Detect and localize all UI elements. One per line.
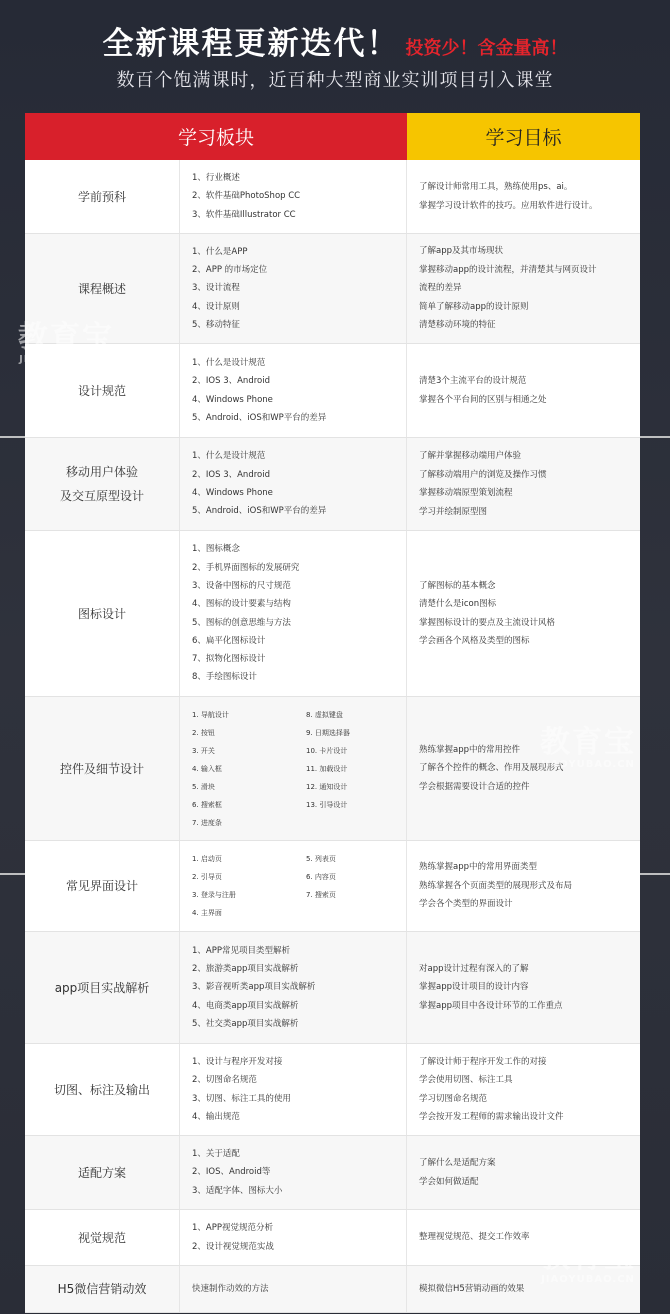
list-item: 3、切图、标注工具的使用 xyxy=(192,1093,291,1104)
table-row xyxy=(25,932,640,1044)
list-item: 6、扁平化图标设计 xyxy=(192,635,266,646)
list-item: 10. 卡片设计 xyxy=(306,746,348,755)
list-item: 2、设计视觉规范实战 xyxy=(192,1241,274,1252)
column-header-goal: 学习目标 xyxy=(407,113,640,160)
list-item: 11. 加载设计 xyxy=(306,764,348,773)
list-item: 快速制作动效的方法 xyxy=(192,1283,269,1294)
goal-item: 学习切图命名规范 xyxy=(419,1093,488,1104)
module-name: 视觉规范 xyxy=(25,1210,180,1265)
list-item: 4. 输入框 xyxy=(192,764,222,773)
module-goals xyxy=(407,932,640,1043)
watermark-logo xyxy=(540,727,636,771)
list-item: 1. 启动页 xyxy=(192,855,222,863)
list-item xyxy=(306,814,406,832)
module-items xyxy=(180,344,407,437)
title-row xyxy=(0,18,670,63)
table-row xyxy=(25,1044,640,1136)
goal-item: 了解并掌握移动端用户体验 xyxy=(419,451,522,461)
list-item: 5. 列表页 xyxy=(306,855,336,863)
module-goals xyxy=(407,841,640,931)
list-item: 1、设计与程序开发对接 xyxy=(192,1056,283,1067)
module-items xyxy=(180,1136,407,1209)
watermark-logo xyxy=(18,322,114,366)
module-name: 图标设计 xyxy=(25,531,180,696)
goal-item: 掌握各个平台间的区别与相通之处 xyxy=(419,394,547,405)
table-row xyxy=(25,531,640,697)
list-item: 5. 滑块 xyxy=(192,782,215,791)
module-name: 适配方案 xyxy=(25,1136,180,1209)
goal-item: 熟练掌握app中的常用界面类型 xyxy=(419,862,538,873)
module-items xyxy=(180,1210,407,1265)
table-header xyxy=(25,113,640,160)
goal-item: 学会如何做适配 xyxy=(419,1176,479,1187)
goal-item: 熟练掌握各个页面类型的展现形式及布局 xyxy=(419,880,573,891)
goal-item: 掌握学习设计软件的技巧。应用软件进行设计。 xyxy=(419,200,598,211)
module-items xyxy=(180,234,407,343)
list-item: 2、IOS 3、Android xyxy=(192,376,270,387)
watermark-domain: JIAOYUBAO.CN xyxy=(541,759,635,770)
goal-item: 了解图标的基本概念 xyxy=(419,580,496,591)
module-goals xyxy=(407,160,640,233)
module-items xyxy=(180,160,407,233)
divider-line xyxy=(0,436,25,438)
list-item: 1、图标概念 xyxy=(192,544,240,555)
divider-line xyxy=(640,436,670,438)
watermark-domain: JIAOYUBAO.CN xyxy=(19,354,113,365)
goal-item: 清楚移动环境的特征 xyxy=(419,320,496,331)
page-header xyxy=(0,0,670,112)
list-item: 5、图标的创意思维与方法 xyxy=(192,617,291,628)
goal-item: 掌握图标设计的要点及主流设计风格 xyxy=(419,617,556,628)
watermark-brand: 教育宝 xyxy=(540,725,636,760)
list-item: 4、输出规范 xyxy=(192,1111,240,1122)
list-item: 2、旅游类app项目实战解析 xyxy=(192,964,299,975)
goal-item: 了解移动端用户的浏览及操作习惯 xyxy=(419,469,547,480)
module-name: 常见界面设计 xyxy=(25,841,180,931)
list-item: 5、Android、iOS和WP平台的差异 xyxy=(192,506,327,517)
list-item: 3. 登录与注册 xyxy=(192,891,236,899)
goal-item: 学会按开发工程师的需求输出设计文件 xyxy=(419,1112,564,1122)
title-accent: 投资少！含金量高！ xyxy=(405,38,568,59)
module-name: 切图、标注及输出 xyxy=(25,1044,180,1135)
goal-item: 学会根据需要设计合适的控件 xyxy=(419,781,530,792)
table-row xyxy=(25,841,640,932)
list-item: 4、Windows Phone xyxy=(192,394,273,405)
list-item: 4、电商类app项目实战解析 xyxy=(192,1000,299,1011)
list-item: 1. 导航设计 xyxy=(192,710,229,719)
goal-item: 了解什么是适配方案 xyxy=(419,1158,496,1168)
list-item: 2、手机界面图标的发展研究 xyxy=(192,562,300,573)
list-item: 1、什么是设计规范 xyxy=(192,357,266,368)
course-table xyxy=(25,113,640,1313)
list-item: 1、什么是APP xyxy=(192,246,248,257)
module-items xyxy=(180,697,407,840)
goal-item: 简单了解移动app的设计原则 xyxy=(419,301,529,312)
goal-item: 学会画各个风格及类型的图标 xyxy=(419,636,530,646)
list-item: 12. 通知设计 xyxy=(306,782,348,791)
column-header-module: 学习板块 xyxy=(25,113,407,160)
module-goals xyxy=(407,438,640,530)
module-items xyxy=(180,438,407,530)
goal-item: 掌握移动app的设计流程，并清楚其与网页设计 xyxy=(419,264,597,275)
module-goals xyxy=(407,1044,640,1135)
watermark-logo xyxy=(540,1242,636,1286)
table-row xyxy=(25,1136,640,1210)
module-items xyxy=(180,841,407,931)
goal-item: 学会各个类型的界面设计 xyxy=(419,899,513,910)
list-item: 5、社交类app项目实战解析 xyxy=(192,1018,299,1029)
module-name-line: 及交互原型设计 xyxy=(59,489,144,503)
module-name: 控件及细节设计 xyxy=(25,697,180,840)
module-items xyxy=(180,531,407,696)
module-goals xyxy=(407,234,640,343)
module-goals xyxy=(407,1136,640,1209)
list-item: 2、IOS、Android等 xyxy=(192,1167,271,1178)
goal-item: 清楚3个主流平台的设计规范 xyxy=(419,376,527,386)
module-goals xyxy=(407,531,640,696)
module-items xyxy=(180,1044,407,1135)
list-item: 13. 引导设计 xyxy=(306,800,348,809)
module-items xyxy=(180,932,407,1043)
watermark-brand: 教育宝 xyxy=(540,1240,636,1275)
goal-item: 模拟微信H5营销动画的效果 xyxy=(419,1283,525,1294)
list-item: 3. 开关 xyxy=(192,746,215,755)
module-name: 学前预科 xyxy=(25,160,180,233)
goal-item: 了解各个控件的概念、作用及展现形式 xyxy=(419,763,564,774)
goal-item: 学习并绘制原型图 xyxy=(419,506,488,517)
goal-item: 掌握app项目中各设计环节的工作重点 xyxy=(419,1000,563,1011)
goal-item: 掌握移动端原型策划流程 xyxy=(419,488,513,498)
list-item: 7. 进度条 xyxy=(192,818,222,827)
module-name: H5微信营销动效 xyxy=(25,1266,180,1312)
list-item: 5、Android、iOS和WP平台的差异 xyxy=(192,412,327,423)
list-item: 4、图标的设计要素与结构 xyxy=(192,599,291,610)
list-item: 7、拟物化图标设计 xyxy=(192,654,266,665)
list-item: 2、IOS 3、Android xyxy=(192,469,270,480)
list-item: 6. 内容页 xyxy=(306,873,336,881)
list-item xyxy=(306,904,406,922)
goal-item: 了解设计师常用工具，熟练使用ps、ai。 xyxy=(419,182,573,192)
list-item: 1、什么是设计规范 xyxy=(192,451,266,462)
list-item: 1、行业概述 xyxy=(192,173,240,184)
goal-item: 了解设计师于程序开发工作的对接 xyxy=(419,1056,547,1067)
goal-item: 整理视觉规范、提交工作效率 xyxy=(419,1232,530,1243)
watermark-brand: 教育宝 xyxy=(18,320,114,355)
table-row xyxy=(25,160,640,234)
list-item: 2. 按钮 xyxy=(192,728,215,737)
table-row xyxy=(25,234,640,344)
module-goals xyxy=(407,344,640,437)
list-item: 2、APP 的市场定位 xyxy=(192,265,268,276)
watermark-domain: JIAOYUBAO.CN xyxy=(541,1274,635,1285)
list-item: 5、移动特征 xyxy=(192,319,240,330)
list-item: 2、软件基础PhotoShop CC xyxy=(192,191,301,202)
table-row xyxy=(25,438,640,531)
goal-item: 流程的差异 xyxy=(419,283,462,294)
list-item: 3、影音视听类app项目实战解析 xyxy=(192,982,316,993)
list-item: 1、APP常见项目类型解析 xyxy=(192,945,290,956)
list-item: 2. 引导页 xyxy=(192,873,222,881)
module-name: 课程概述 xyxy=(25,234,180,343)
module-name xyxy=(25,438,180,530)
list-item: 8、手绘图标设计 xyxy=(192,672,257,683)
table-row xyxy=(25,344,640,438)
list-item: 4. 主界面 xyxy=(192,909,222,917)
module-name: app项目实战解析 xyxy=(25,932,180,1043)
list-item: 9. 日期选择器 xyxy=(306,728,350,737)
page-title: 全新课程更新迭代！ xyxy=(102,26,400,62)
list-item: 3、适配字体、图标大小 xyxy=(192,1185,283,1196)
list-item: 2、切图命名规范 xyxy=(192,1075,257,1086)
module-name: 设计规范 xyxy=(25,344,180,437)
goal-item: 了解app及其市场现状 xyxy=(419,246,504,257)
list-item: 1、关于适配 xyxy=(192,1149,240,1160)
divider-line xyxy=(0,873,25,875)
goal-item: 清楚什么是icon图标 xyxy=(419,599,497,609)
module-items xyxy=(180,1266,407,1312)
divider-line xyxy=(640,873,670,875)
list-item: 3、设计流程 xyxy=(192,283,240,294)
module-name-line: 移动用户体验 xyxy=(65,465,138,479)
list-item: 4、设计原则 xyxy=(192,301,240,312)
page-subtitle: 数百个饱满课时，近百种大型商业实训项目引入课堂 xyxy=(116,70,554,91)
goal-item: 熟练掌握app中的常用控件 xyxy=(419,744,521,755)
list-item: 6. 搜索框 xyxy=(192,800,222,809)
goal-item: 掌握app设计项目的设计内容 xyxy=(419,982,529,993)
list-item: 4、Windows Phone xyxy=(192,488,273,498)
goal-item: 对app设计过程有深入的了解 xyxy=(419,963,529,974)
list-item: 8. 虚拟键盘 xyxy=(306,710,343,719)
list-item: 3、设备中图标的尺寸规范 xyxy=(192,580,291,591)
list-item: 7. 搜索页 xyxy=(306,891,336,899)
list-item: 1、APP视觉规范分析 xyxy=(192,1223,273,1234)
goal-item: 学会使用切图、标注工具 xyxy=(419,1075,513,1085)
list-item: 3、软件基础Illustrator CC xyxy=(192,209,296,220)
